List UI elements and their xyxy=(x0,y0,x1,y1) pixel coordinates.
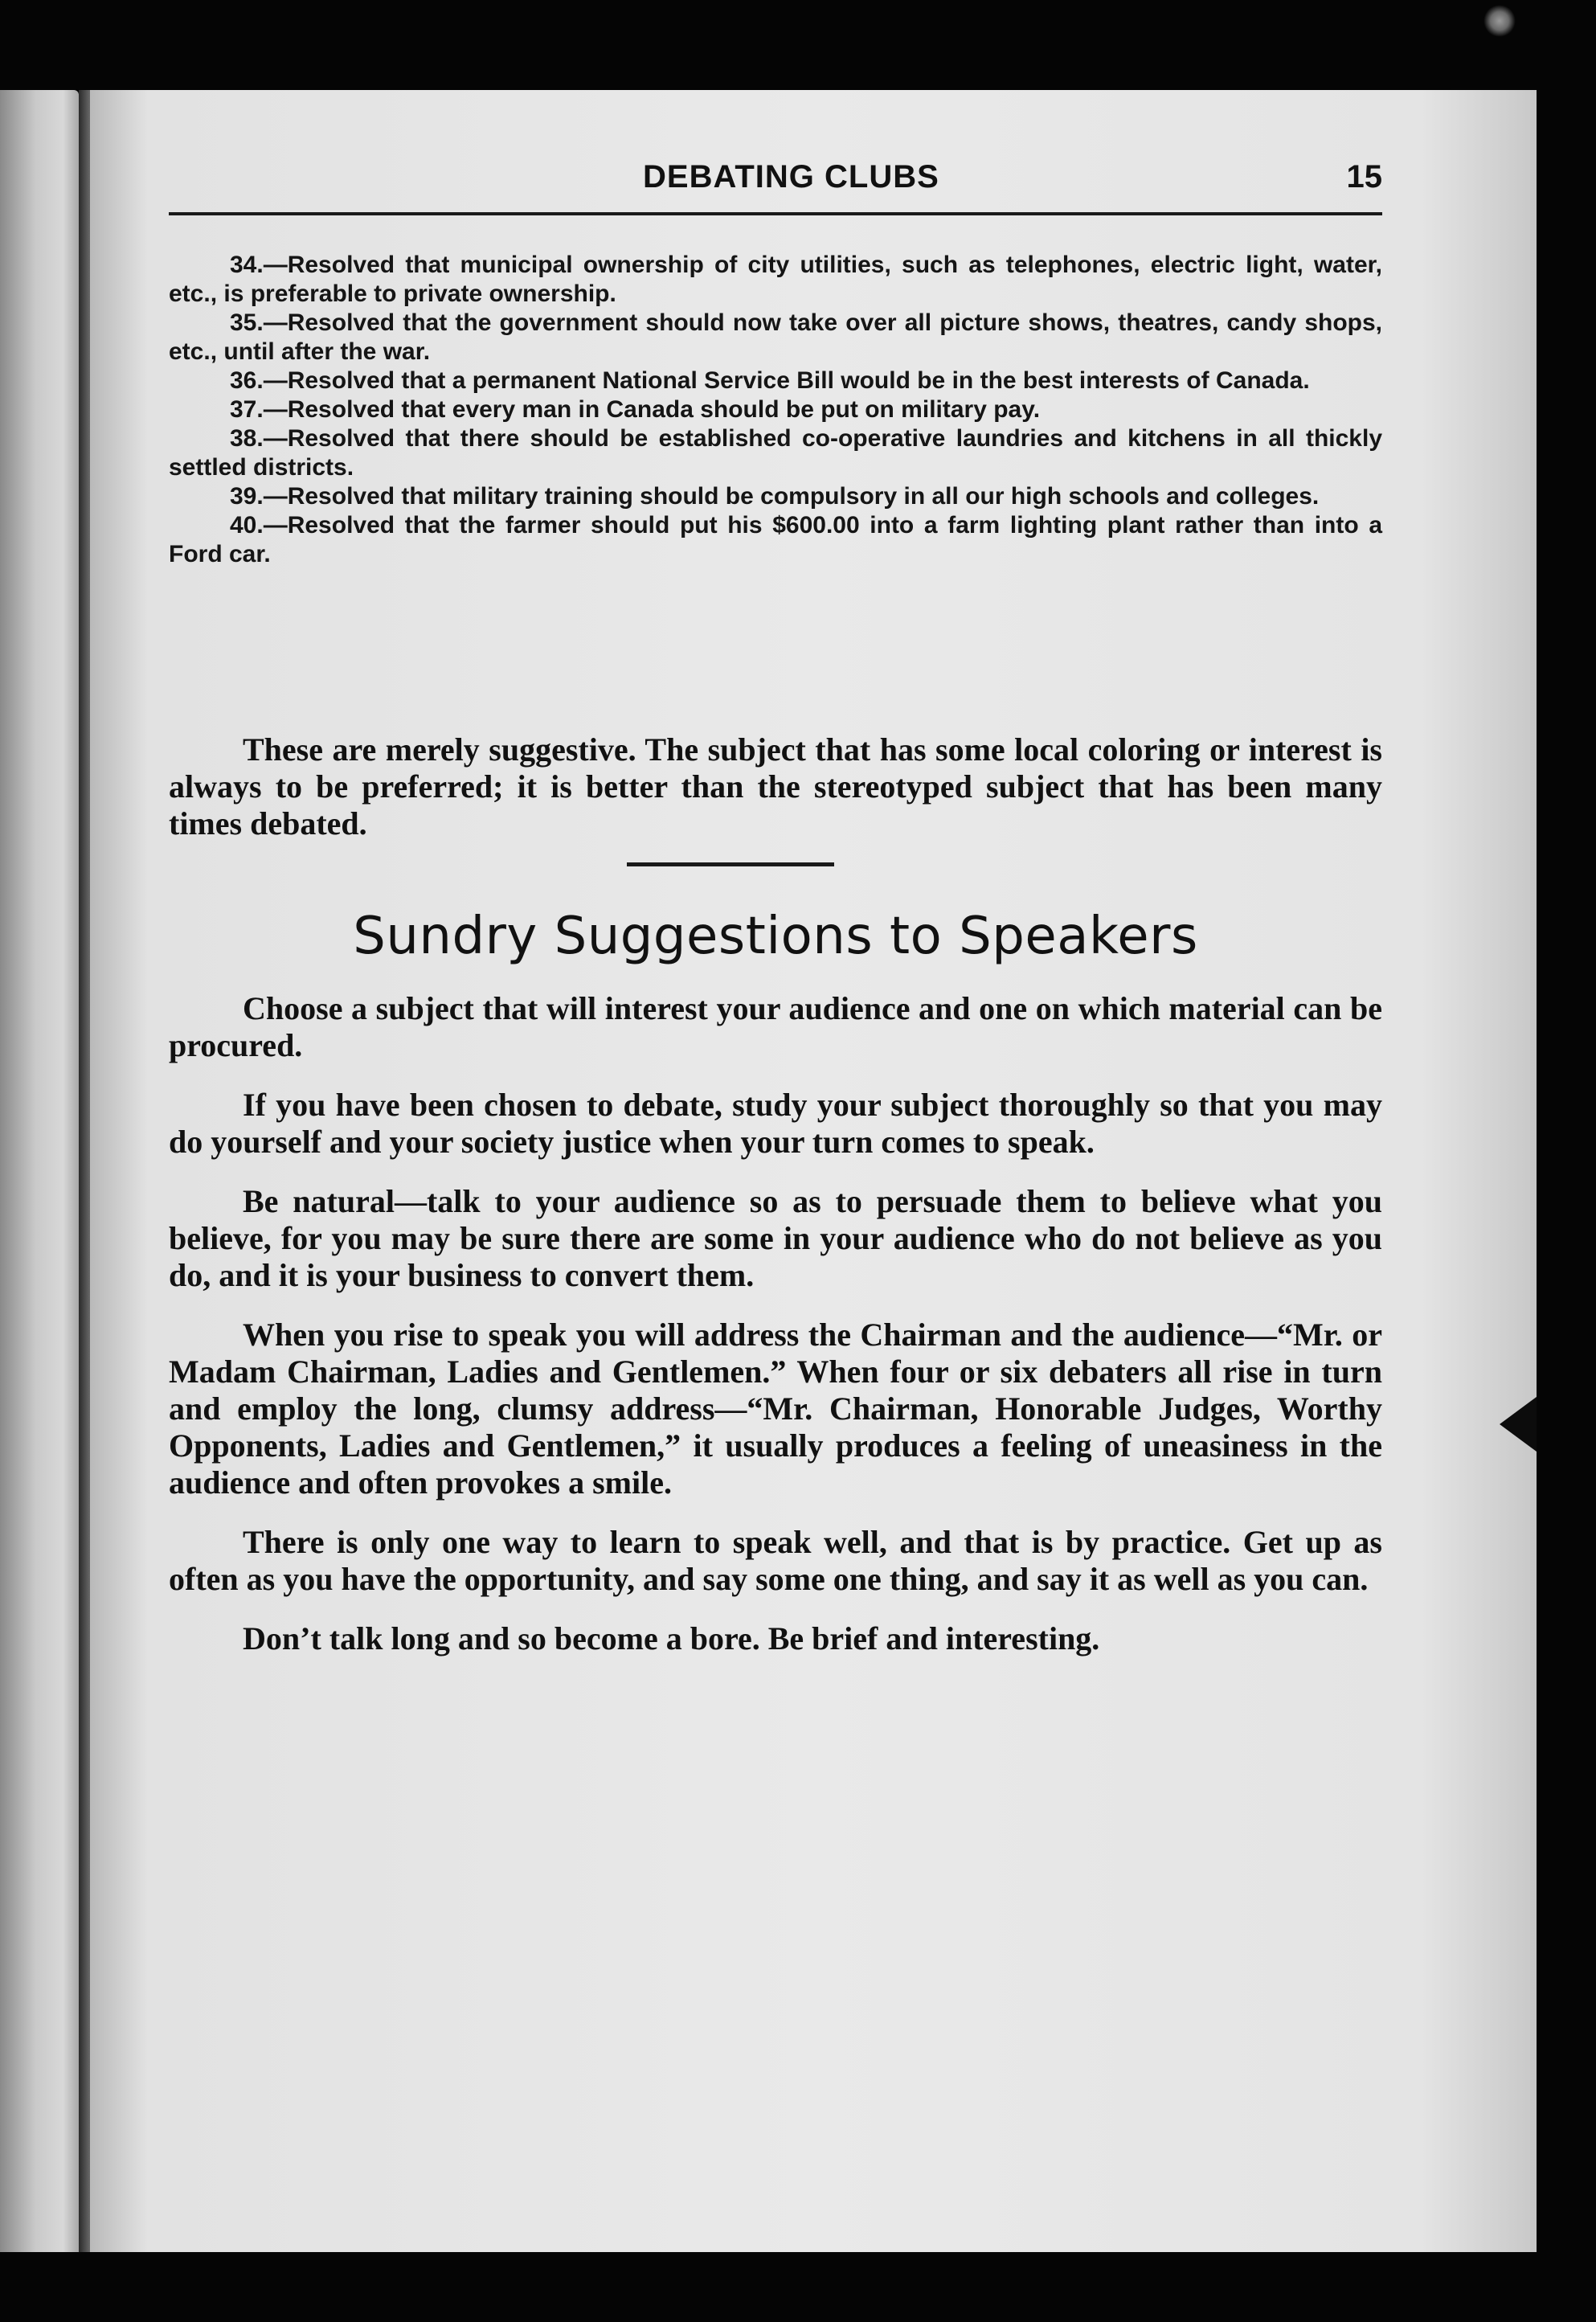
resolution-item: 38.—Resolved that there should be established co-operative laundries and kitchens in all thickly settled districts. xyxy=(169,425,1382,481)
resolution-item: 39.—Resolved that military training should be compulsory in all our high schools and colleges. xyxy=(230,483,1320,510)
resolution-item: 35.—Resolved that the government should now take over all picture shows, theatres, candy shops, etc., until after the war. xyxy=(169,309,1382,365)
running-head-title: DEBATING CLUBS xyxy=(643,159,939,195)
resolution-item: 34.—Resolved that municipal ownership of city utilities, such as telephones, electric light, water, etc., is preferable to private ownership. xyxy=(169,252,1382,307)
body-paragraph: Choose a subject that will interest your audience and one on which material can be procured. xyxy=(169,990,1382,1063)
facing-page-edge xyxy=(0,90,79,2252)
scan-corner-smudge xyxy=(1483,5,1516,37)
page-number: 15 xyxy=(1346,159,1382,195)
section-divider xyxy=(627,862,834,866)
body-paragraph: Don’t talk long and so become a bore. Be brief and interesting. xyxy=(243,1620,1100,1657)
running-head xyxy=(169,159,1382,207)
body-paragraph: There is only one way to learn to speak well, and that is by practice. Get up as often as you have the opportunity, and say some one thing, and say it as well as you can. xyxy=(169,1524,1382,1597)
suggestions-body xyxy=(169,990,1382,1680)
resolution-item: 36.—Resolved that a permanent National Service Bill would be in the best interests of Canada. xyxy=(230,367,1310,394)
header-rule xyxy=(169,212,1382,215)
body-paragraph: If you have been chosen to debate, study your subject thoroughly so that you may do yourself and your society justice when your turn comes to speak. xyxy=(169,1087,1382,1160)
body-paragraph: Be natural—talk to your audience so as to persuade them to believe what you believe, for you may be sure there are some in your audience who do not believe as you do, and it is your business to convert them. xyxy=(169,1183,1382,1293)
intro-paragraph: These are merely suggestive. The subject that has some local coloring or interest is always to be preferred; it is better than the stereotyped subject that has been many times debated. xyxy=(169,731,1382,842)
resolution-list xyxy=(169,251,1382,569)
section-heading: Sundry Suggestions to Speakers xyxy=(353,907,1198,966)
body-paragraph: When you rise to speak you will address the Chairman and the audience—“Mr. or Madam Chairman, Ladies and Gentlemen.” When four or six debaters all rise in turn and employ the long, clumsy address—“Mr. Chairman, Honorable Judges, Worthy Opponents, Ladies and Gentlemen,” it usually produces a feeling of uneasiness in the audience and often provokes a smile. xyxy=(169,1317,1382,1501)
resolution-item: 37.—Resolved that every man in Canada should be put on military pay. xyxy=(230,396,1041,423)
resolution-item: 40.—Resolved that the farmer should put his $600.00 into a farm lighting plant rather than into a Ford car. xyxy=(169,512,1382,567)
intro-block xyxy=(169,731,1382,863)
scan-margin-marker xyxy=(1500,1397,1537,1452)
